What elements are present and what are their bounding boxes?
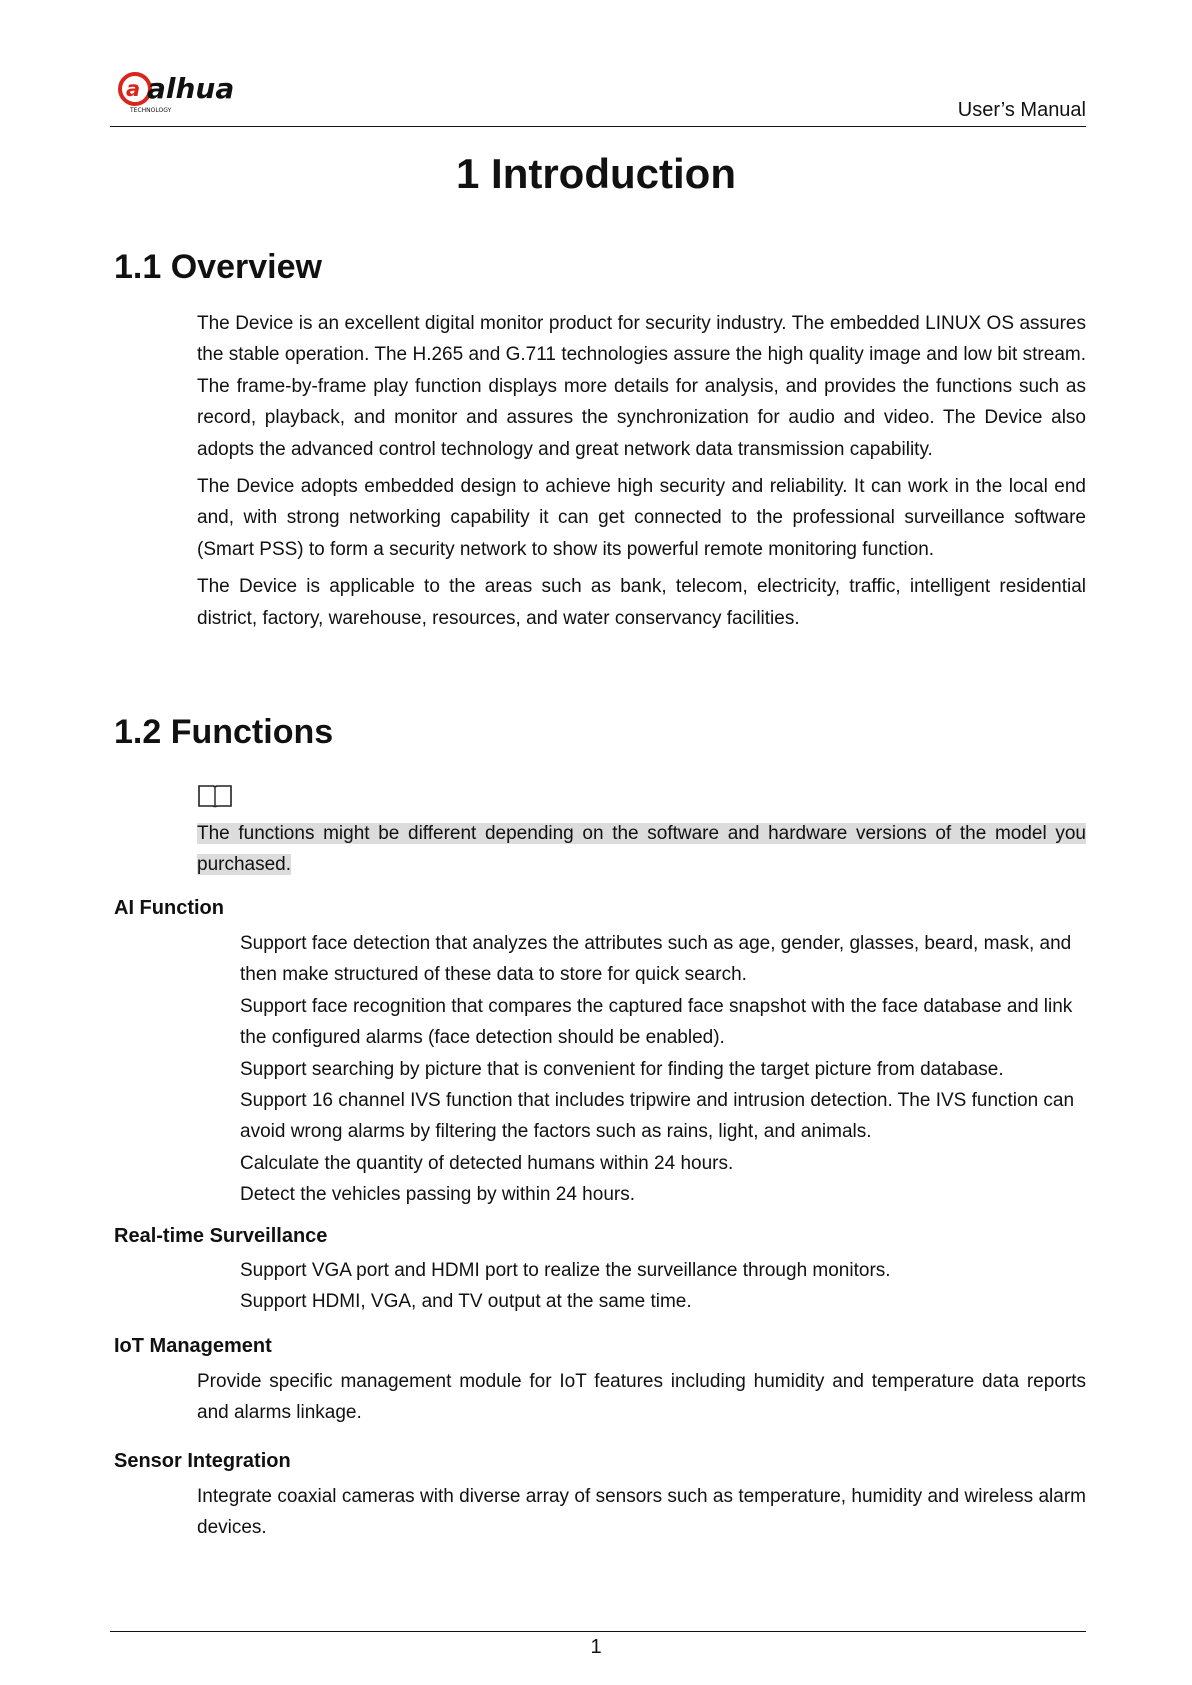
sensor-body [197, 1481, 1086, 1550]
subsection-title-surveillance: Real-time Surveillance [114, 1225, 328, 1247]
list-item: Support face recognition that compares the captured face snapshot with the face database and link the configured alarms (face detection should be enabled). [240, 995, 1073, 1049]
section-title-functions: 1.2 Functions [114, 713, 334, 751]
list-item: Detect the vehicles passing by within 24 hours. [240, 1184, 635, 1206]
svg-text:a: a [126, 77, 141, 101]
manual-title: User’s Manual [957, 99, 1086, 121]
book-icon [197, 783, 233, 809]
svg-text:alhua: alhua [147, 72, 235, 105]
footer-divider [110, 1631, 1086, 1632]
list-item: Support searching by picture that is convenient for finding the target picture from database. [240, 1058, 1004, 1080]
paragraph: Integrate coaxial cameras with diverse array of sensors such as temperature, humidity and wireless alarm devices. [197, 1486, 1086, 1539]
list-item: Support HDMI, VGA, and TV output at the same time. [240, 1291, 692, 1313]
surveillance-list [240, 1255, 1086, 1318]
paragraph: Provide specific management module for IoT features including humidity and temperature data reports and alarms linkage. [197, 1371, 1086, 1424]
list-item: Support 16 channel IVS function that includes tripwire and intrusion detection. The IVS function can avoid wrong alarms by filtering the factors such as rains, light, and animals. [240, 1090, 1075, 1143]
subsection-title-sensor: Sensor Integration [114, 1450, 291, 1472]
iot-body [197, 1366, 1086, 1435]
list-item: Support face detection that analyzes the attributes such as age, gender, glasses, beard, mask, and then make structured of these data to store for quick search. [240, 933, 1072, 986]
section-title-overview: 1.1 Overview [114, 248, 322, 286]
svg-text:TECHNOLOGY: TECHNOLOGY [130, 107, 172, 114]
ai-function-list [240, 928, 1086, 1211]
subsection-title-iot: IoT Management [114, 1335, 272, 1357]
paragraph: The Device is an excellent digital monitor product for security industry. The embedded LINUX OS assures the stable operation. The H.265 and G.711 technologies assure the high quality image and low bit stream. The frame-by-frame play function displays more details for analysis, and provides the functions such as record, playback, and monitor and assures the synchronization for audio and video. The Device also adopts the advanced control technology and great network data transmission capability. [197, 313, 1086, 460]
overview-body [197, 308, 1086, 640]
list-item: Support VGA port and HDMI port to realize the surveillance through monitors. [240, 1260, 891, 1281]
list-item: Calculate the quantity of detected humans within 24 hours. [240, 1152, 734, 1174]
paragraph: The Device adopts embedded design to achieve high security and reliability. It can work in the local end and, with strong networking capability it can get connected to the professional surveillance software (Smart PSS) to form a security network to show its powerful remote monitoring function. [197, 476, 1086, 560]
dahua-logo [118, 72, 253, 114]
page-header [110, 70, 1086, 127]
page-number: 1 [590, 1636, 602, 1658]
note-text [197, 818, 1086, 881]
note-highlight: The functions might be different depending on the software and hardware versions of the model you purchased. [197, 823, 1086, 876]
paragraph: The Device is applicable to the areas such as bank, telecom, electricity, traffic, intelligent residential district, factory, warehouse, resources, and water conservancy facilities. [197, 576, 1086, 629]
chapter-title: 1 Introduction [456, 150, 736, 197]
subsection-title-ai: AI Function [114, 897, 224, 919]
